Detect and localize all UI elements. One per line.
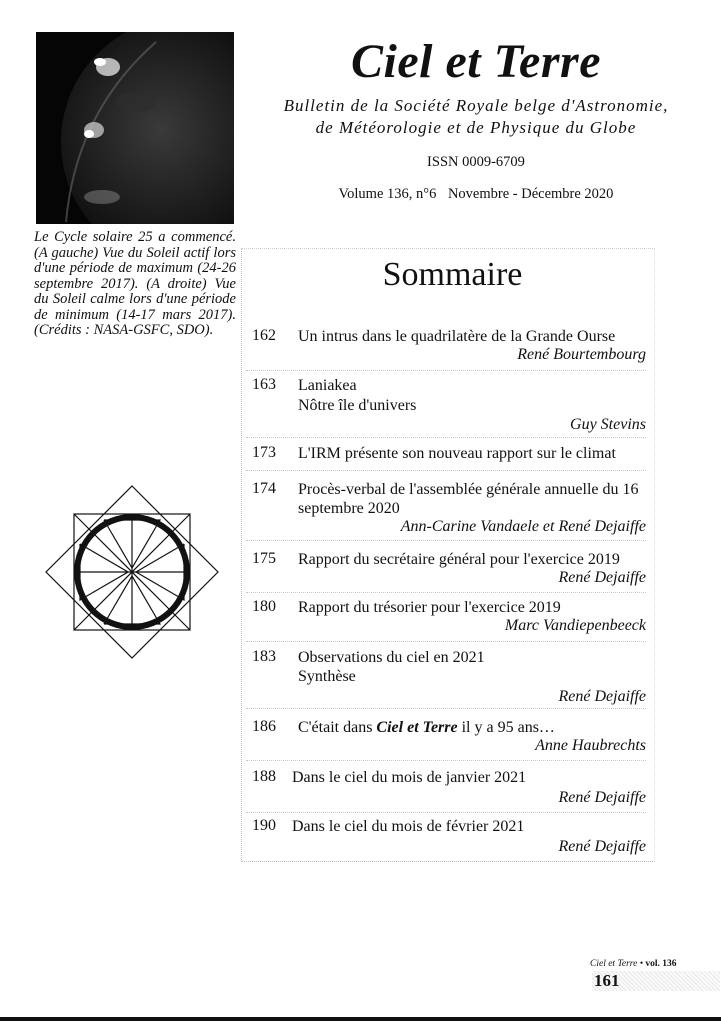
toc-author: René Dejaiffe: [558, 789, 646, 806]
toc-title: Procès-verbal de l'assemblée générale annuelle du 16 septembre 2020: [298, 481, 639, 517]
issue-date: Novembre - Décembre 2020: [447, 186, 614, 202]
toc-author: Marc Vandiepenbeeck: [504, 617, 646, 634]
cover-image: [36, 32, 234, 224]
toc-page: 163: [252, 376, 276, 393]
toc-entry: [244, 480, 646, 538]
toc-title-journal: Ciel et Terre: [376, 719, 458, 736]
toc-separator: [246, 708, 646, 709]
toc-title-suffix: il y a 95 ans…: [457, 719, 555, 736]
toc-subtitle: Nôtre île d'univers: [298, 397, 417, 414]
toc-entry: [244, 718, 646, 758]
journal-title: Ciel et Terre: [350, 35, 601, 88]
toc-page: 175: [252, 550, 276, 567]
toc-separator: [246, 370, 646, 371]
cover-caption: Le Cycle solaire 25 a commencé. (A gauche) Vue du Soleil actif lors d'une période de maximum (24-26 septembre 2017). (A droite) Vue du Soleil calme lors d'une période de minimum (14-17 mars 2017). (Crédits : NASA-GSFC, SDO).: [34, 229, 236, 338]
volume-number: Volume 136, n°6: [338, 186, 437, 202]
toc-entry: [244, 376, 646, 436]
toc-title: Rapport du secrétaire général pour l'exercice 2019: [298, 551, 620, 568]
toc-page: 174: [252, 480, 276, 497]
toc-page: 188: [252, 768, 276, 785]
toc-page: 162: [252, 327, 276, 344]
toc-separator: [246, 540, 646, 541]
toc-separator: [246, 470, 646, 471]
toc-author: René Dejaiffe: [558, 838, 646, 855]
toc-author: Anne Haubrechts: [535, 737, 646, 754]
toc-entry: [244, 598, 646, 638]
toc-page: 183: [252, 648, 276, 665]
toc-title: L'IRM présente son nouveau rapport sur le climat: [298, 445, 616, 462]
toc-page: 186: [252, 718, 276, 735]
toc-title: Dans le ciel du mois de janvier 2021: [292, 769, 527, 786]
issn: ISSN 0009-6709: [427, 154, 525, 170]
page-number: 161: [592, 971, 720, 991]
toc-author: René Dejaiffe: [558, 688, 646, 705]
toc-title: Rapport du trésorier pour l'exercice 2019: [298, 599, 561, 616]
toc-author: René Dejaiffe: [558, 569, 646, 586]
toc-title-prefix: C'était dans: [298, 719, 377, 736]
toc-separator: [246, 437, 646, 438]
footer-journal-name: Ciel et Terre: [590, 959, 638, 969]
toc-separator: [246, 641, 646, 642]
toc-entry: [244, 768, 646, 808]
toc-title: Laniakea: [298, 377, 357, 394]
toc-author: Ann-Carine Vandaele et René Dejaiffe: [400, 518, 646, 535]
toc-entry: [244, 327, 646, 367]
toc-entry: [244, 550, 646, 590]
toc-page: 190: [252, 817, 276, 834]
footer-volume: vol. 136: [645, 959, 677, 969]
toc-subtitle: Synthèse: [298, 668, 356, 685]
toc-page: 180: [252, 598, 276, 615]
toc-separator: [246, 760, 646, 761]
bottom-rule: [0, 1017, 721, 1021]
toc-title: [298, 718, 648, 737]
toc-title: Dans le ciel du mois de février 2021: [292, 818, 525, 835]
toc-entry: [244, 648, 646, 706]
toc-page: 173: [252, 444, 276, 461]
sun-image: [36, 32, 234, 224]
toc-author: Guy Stevins: [570, 416, 646, 433]
toc-title: Un intrus dans le quadrilatère de la Grande Ourse: [298, 328, 616, 345]
journal-subtitle-line2: de Météorologie et de Physique du Globe: [315, 118, 637, 137]
volume-line: [236, 186, 716, 203]
toc-author: René Bourtembourg: [517, 346, 646, 363]
society-logo: [44, 484, 220, 660]
footer-journal: [590, 959, 677, 969]
toc-heading: Sommaire: [382, 256, 523, 293]
toc-entry: [244, 817, 646, 857]
toc-separator: [246, 592, 646, 593]
toc-entry: [244, 444, 646, 466]
journal-subtitle-line1: Bulletin de la Société Royale belge d'Astronomie,: [283, 96, 669, 115]
toc-title: Observations du ciel en 2021: [298, 649, 485, 666]
toc-separator: [246, 812, 646, 813]
footer-bullet: •: [639, 959, 644, 969]
